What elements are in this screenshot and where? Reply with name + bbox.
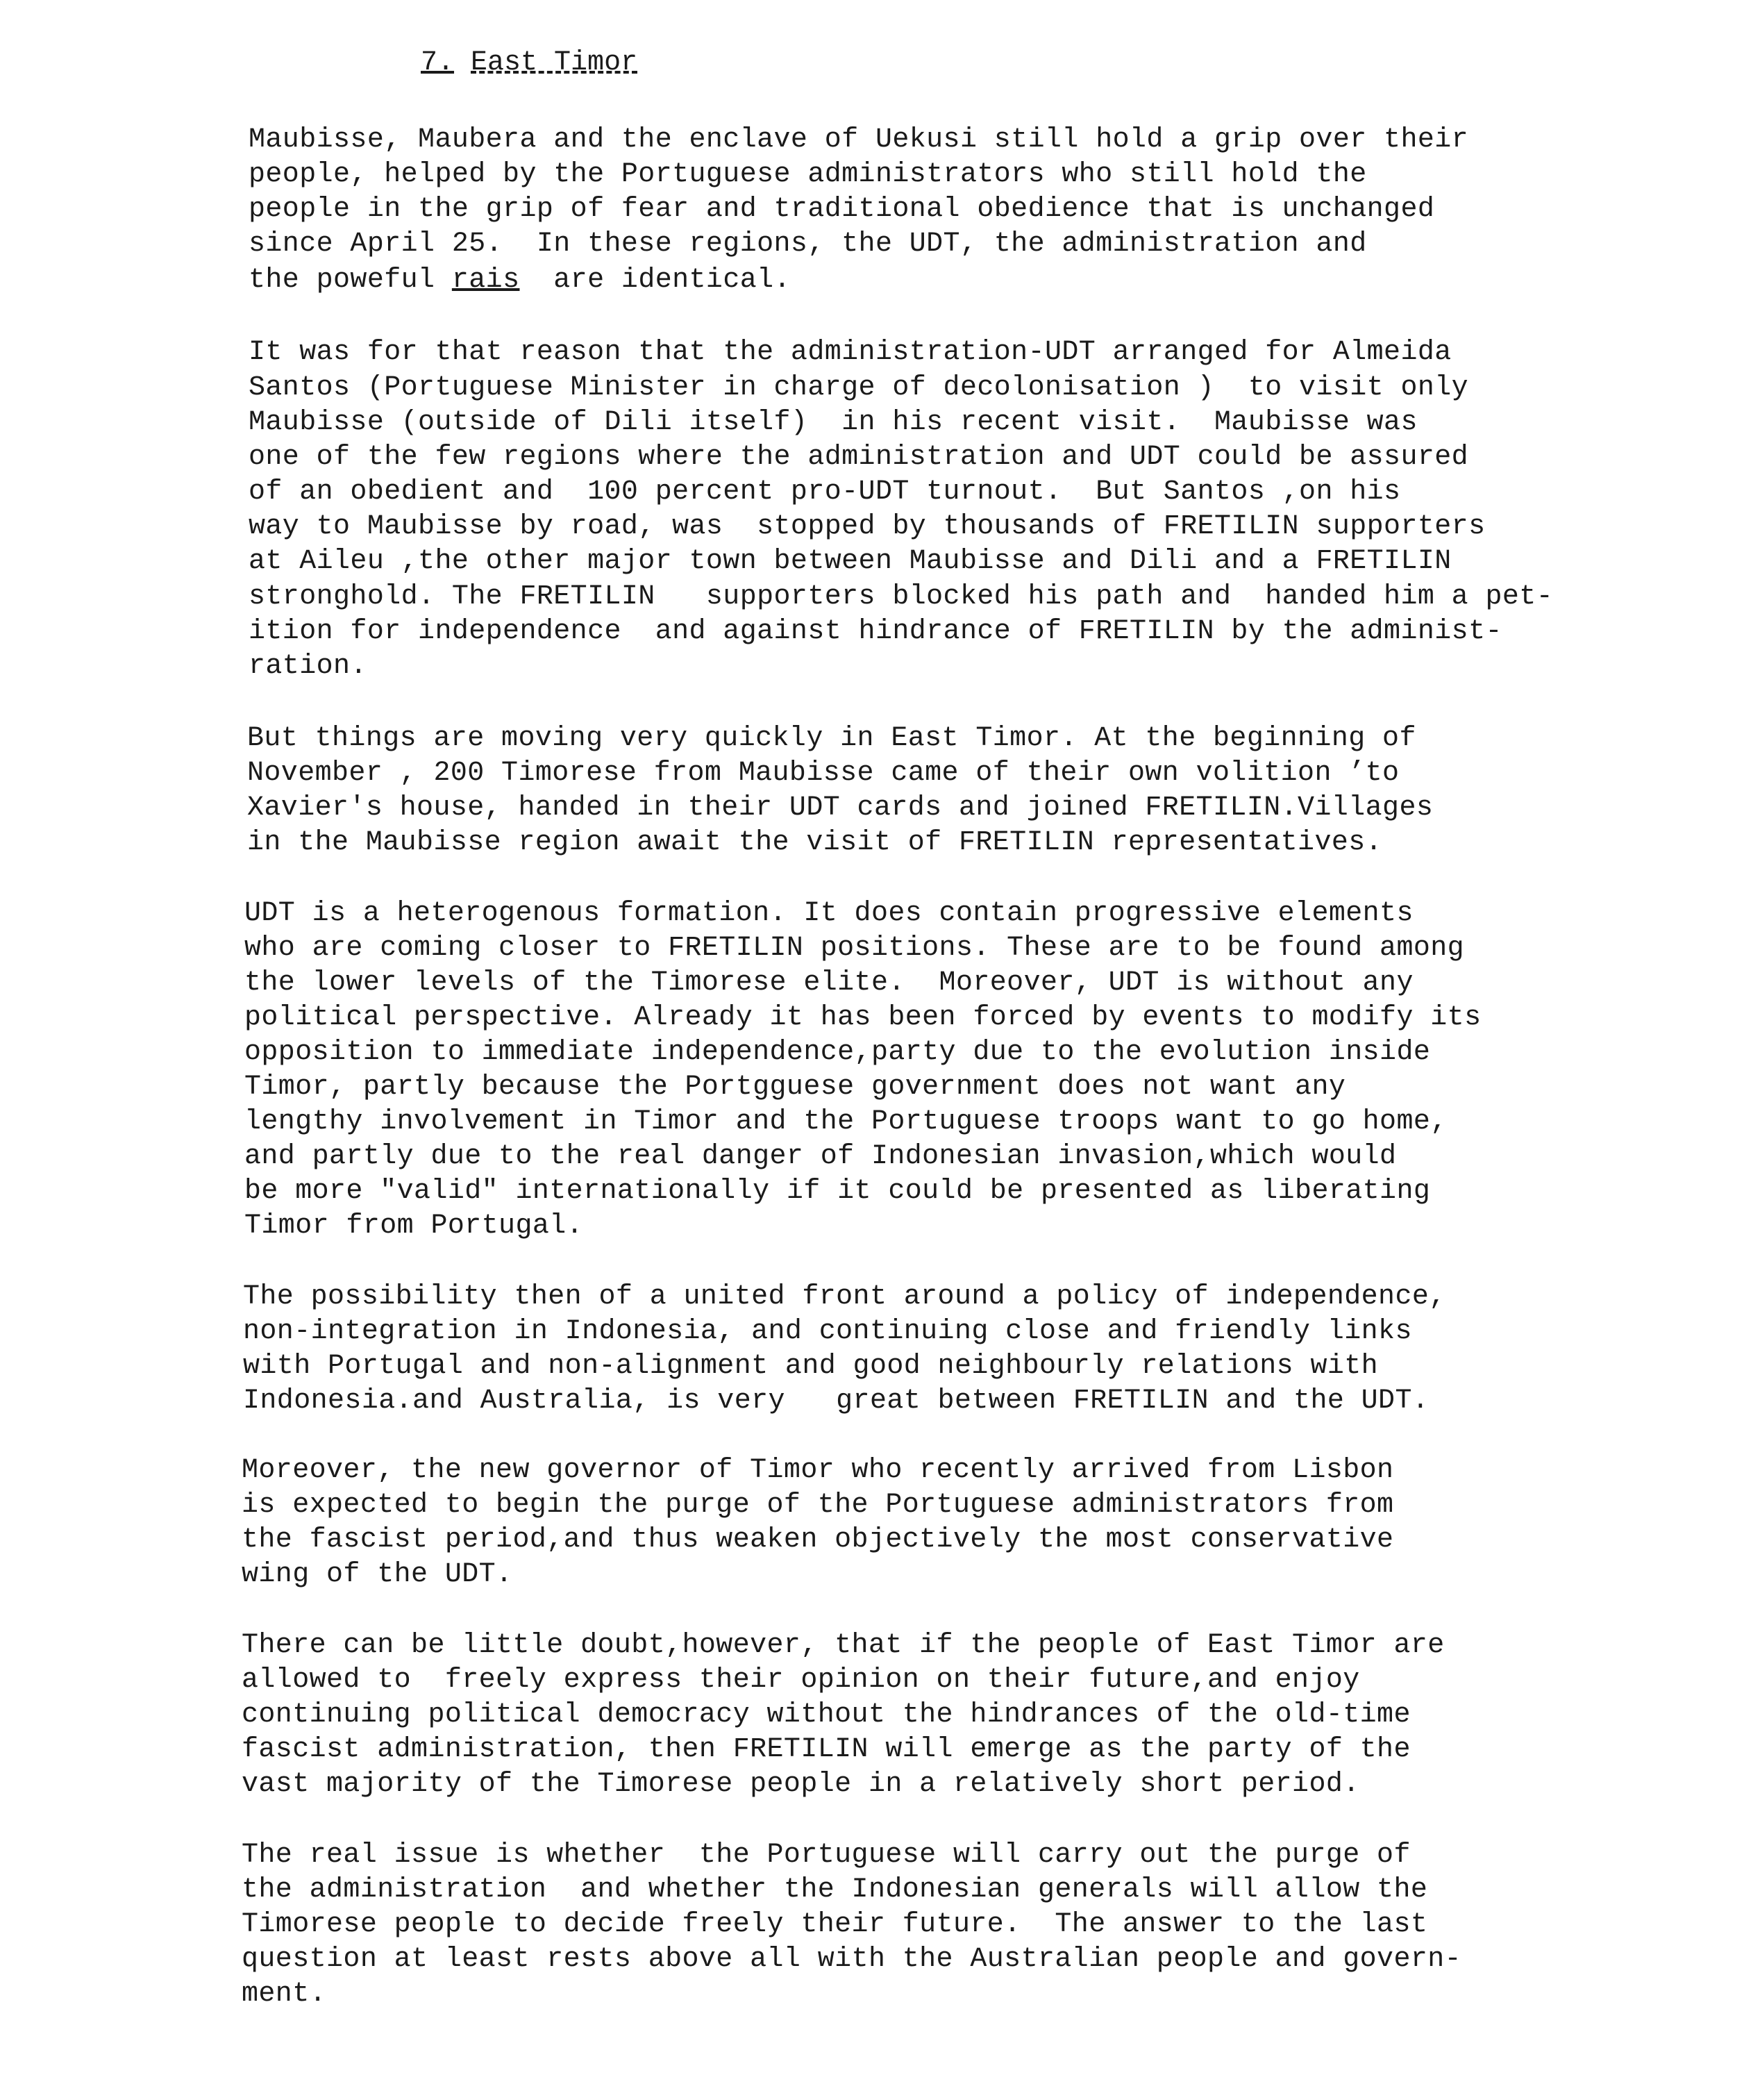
text-line: Moreover, the new governor of Timor who recently arrived from Lisbon [242, 1455, 1394, 1486]
text-line: political perspective. Already it has been forced by events to modify its [244, 1002, 1482, 1033]
text-line: the fascist period,and thus weaken objectively the most conservative [242, 1524, 1394, 1556]
text-line: at Aileu ,the other major town between Maubisse and Dili and a FRETILIN [249, 546, 1452, 577]
text-line: Timor from Portugal. [244, 1210, 584, 1242]
text-line: ment. [242, 1978, 327, 2010]
text-line: people, helped by the Portuguese administrators who still hold the [249, 159, 1367, 190]
text-run: are identical. [553, 265, 791, 296]
underlined-term-rais: rais [451, 265, 520, 296]
text-line: The possibility then of a united front around a policy of independence, [243, 1281, 1446, 1312]
text-line: in the Maubisse region await the visit of FRETILIN representatives. [247, 827, 1383, 858]
text-line [249, 264, 791, 297]
text-line: stronghold. The FRETILIN supporters blocked his path and handed him a pet- [249, 581, 1554, 612]
text-line: But things are moving very quickly in East Timor. At the beginning of [247, 723, 1416, 754]
text-line: since April 25. In these regions, the UDT, the administration and [249, 228, 1367, 260]
text-line: way to Maubisse by road, was stopped by thousands of FRETILIN supporters [249, 511, 1486, 542]
text-line: one of the few regions where the administration and UDT could be assured [249, 442, 1469, 473]
text-line: The real issue is whether the Portuguese will carry out the purge of [242, 1840, 1411, 1871]
text-line: Timorese people to decide freely their future. The answer to the last [242, 1909, 1428, 1940]
text-line: Indonesia.and Australia, is very great between FRETILIN and the UDT. [243, 1385, 1429, 1417]
text-line: It was for that reason that the administration-UDT arranged for Almeida [249, 337, 1452, 368]
text-line: of an obedient and 100 percent pro-UDT turnout. But Santos ,on his [249, 476, 1401, 508]
text-line: fascist administration, then FRETILIN will emerge as the party of the [242, 1734, 1411, 1765]
text-line: be more "valid" internationally if it could be presented as liberating [244, 1176, 1431, 1207]
section-title: East Timor [471, 47, 638, 78]
text-line: lengthy involvement in Timor and the Portuguese troops want to go home, [244, 1106, 1448, 1138]
text-run: the poweful [249, 265, 435, 296]
text-line: allowed to freely express their opinion on their future,and enjoy [242, 1665, 1360, 1696]
text-line: ration. [249, 651, 367, 682]
text-line: opposition to immediate independence,party due to the evolution inside [244, 1037, 1431, 1068]
text-line: and partly due to the real danger of Indonesian invasion,which would [244, 1141, 1397, 1172]
text-line: vast majority of the Timorese people in a relatively short period. [242, 1769, 1360, 1800]
text-line: Timor, partly because the Portgguese government does not want any [244, 1072, 1346, 1103]
text-line: Maubisse (outside of Dili itself) in his recent visit. Maubisse was [249, 407, 1418, 438]
text-line: the lower levels of the Timorese elite. Moreover, UDT is without any [244, 967, 1414, 999]
text-line: UDT is a heterogenous formation. It does contain progressive elements [244, 898, 1414, 929]
text-line: is expected to begin the purge of the Portuguese administrators from [242, 1490, 1394, 1521]
text-line: ition for independence and against hindrance of FRETILIN by the administ- [249, 616, 1502, 647]
text-line: Xavier's house, handed in their UDT cards and joined FRETILIN.Villages [247, 792, 1434, 824]
text-line: November , 200 Timorese from Maubisse came of their own volition ’to [247, 758, 1400, 789]
section-heading [421, 46, 637, 81]
text-line: Santos (Portuguese Minister in charge of decolonisation ) to visit only [249, 372, 1469, 403]
text-line: with Portugal and non-alignment and good neighbourly relations with [243, 1351, 1379, 1382]
text-line: people in the grip of fear and traditional obedience that is unchanged [249, 194, 1435, 225]
text-line: continuing political democracy without the hindrances of the old-time [242, 1699, 1411, 1731]
text-line: There can be little doubt,however, that if the people of East Timor are [242, 1630, 1445, 1661]
section-number: 7. [421, 47, 455, 78]
text-line: wing of the UDT. [242, 1559, 513, 1590]
text-line: who are coming closer to FRETILIN positions. These are to be found among [244, 933, 1465, 964]
text-line: the administration and whether the Indonesian generals will allow the [242, 1874, 1428, 1906]
text-line: Maubisse, Maubera and the enclave of Uekusi still hold a grip over their [249, 124, 1469, 156]
text-line: question at least rests above all with the Australian people and govern- [242, 1944, 1462, 1975]
text-line: non-integration in Indonesia, and continuing close and friendly links [243, 1316, 1412, 1347]
